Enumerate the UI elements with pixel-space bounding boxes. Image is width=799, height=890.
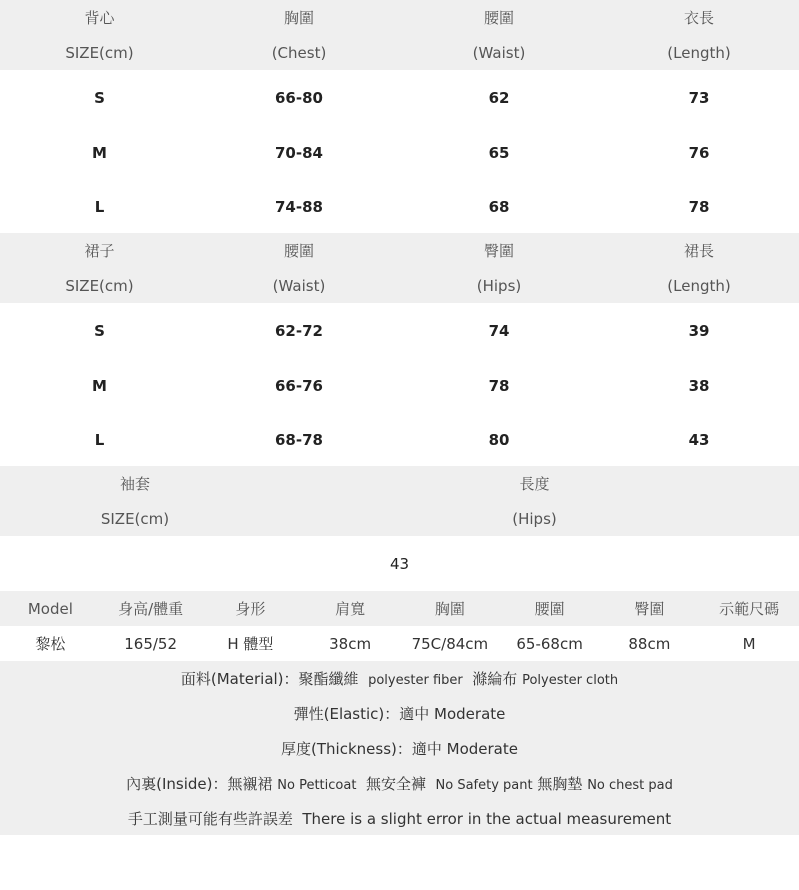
- header-cell: 身高/體重: [118, 600, 184, 618]
- model-name: 黎松: [35, 635, 66, 653]
- size-cell: S: [94, 88, 105, 107]
- value-cell: 78: [688, 197, 710, 216]
- header-cell: (Length): [667, 276, 731, 295]
- table-row: [0, 358, 799, 413]
- table-row: [0, 413, 799, 466]
- value-cell: 68-78: [275, 430, 323, 449]
- value-cell: 73: [688, 88, 710, 107]
- material-en2: Polyester cloth: [522, 673, 619, 688]
- value-cell: 66-80: [275, 88, 323, 107]
- value-cell: 74: [488, 321, 510, 340]
- value-cell: 65-68cm: [516, 634, 583, 653]
- header-cell: 示範尺碼: [719, 600, 780, 618]
- header-cell: 肩寬: [335, 600, 366, 618]
- value-cell: 70-84: [275, 143, 323, 162]
- value-cell: 62-72: [275, 321, 323, 340]
- value-cell: 39: [688, 321, 710, 340]
- value-cell: 165/52: [124, 634, 178, 653]
- header-cell: 胸圍: [434, 600, 465, 618]
- value-cell: 38: [688, 376, 710, 395]
- top-table-header-en: [0, 35, 799, 70]
- size-cell: L: [94, 430, 105, 449]
- table-row: [0, 70, 799, 125]
- header-cell: 裙長: [683, 242, 714, 260]
- inside-cn2: 無安全褲: [365, 775, 426, 793]
- header-cell: (Hips): [476, 276, 522, 295]
- thickness-info: [0, 731, 799, 766]
- header-cell: 腰圍: [483, 9, 514, 27]
- header-cell: 身形: [235, 600, 266, 618]
- size-cell: M: [92, 376, 107, 395]
- value-cell: 68: [488, 197, 510, 216]
- material-label: 面料(Material)：聚酯纖維: [180, 670, 359, 688]
- table-row: [0, 536, 799, 591]
- value-cell: 74-88: [275, 197, 323, 216]
- value-cell: 66-76: [275, 376, 323, 395]
- header-cell: 腰圍: [534, 600, 565, 618]
- header-cell: 臀圍: [634, 600, 665, 618]
- sleeve-table-header-en: [0, 501, 799, 536]
- value-cell: H 體型: [227, 635, 274, 653]
- header-cell: SIZE(cm): [65, 43, 134, 62]
- header-cell: 臀圍: [483, 242, 514, 260]
- sleeve-length-value: 43: [389, 554, 410, 573]
- material-cn2: 滌綸布: [472, 670, 518, 688]
- header-cell: SIZE(cm): [100, 509, 170, 528]
- header-cell: (Waist): [272, 276, 326, 295]
- skirt-table-header-en: [0, 268, 799, 303]
- table-row: [0, 303, 799, 358]
- header-cell: (Hips): [512, 509, 557, 528]
- header-cell: 背心: [84, 9, 115, 27]
- header-cell: 裙子: [84, 242, 115, 260]
- inside-en2: No Safety pant: [435, 778, 533, 793]
- value-cell: 65: [488, 143, 510, 162]
- model-table-row: [0, 626, 799, 661]
- header-cell: 衣長: [683, 9, 714, 27]
- material-info: [0, 661, 799, 696]
- model-table-header: [0, 591, 799, 626]
- size-cell: L: [94, 197, 105, 216]
- inside-label: 內裏(Inside)：無襯裙: [126, 775, 273, 793]
- value-cell: 80: [488, 430, 510, 449]
- value-cell: 43: [688, 430, 710, 449]
- size-cell: S: [94, 321, 105, 340]
- inside-info: [0, 766, 799, 801]
- inside-en3: No chest pad: [587, 778, 673, 793]
- table-row: [0, 180, 799, 233]
- header-cell: (Waist): [472, 43, 526, 62]
- header-cell: 腰圍: [283, 242, 314, 260]
- header-cell: Model: [27, 599, 73, 618]
- value-cell: 88cm: [628, 634, 671, 653]
- header-cell: 袖套: [119, 475, 150, 493]
- inside-en1: No Petticoat: [277, 778, 357, 793]
- elastic-text: 彈性(Elastic)：適中 Moderate: [293, 705, 506, 723]
- size-cell: M: [92, 143, 107, 162]
- skirt-table-header-cn: [0, 233, 799, 268]
- value-cell: 78: [488, 376, 510, 395]
- header-cell: 長度: [519, 475, 550, 493]
- header-cell: 胸圍: [283, 9, 314, 27]
- value-cell: M: [742, 634, 756, 653]
- header-cell: (Length): [667, 43, 731, 62]
- error-note-text: 手工測量可能有些許誤差 There is a slight error in the actual measurement: [127, 809, 672, 828]
- header-cell: (Chest): [271, 43, 327, 62]
- value-cell: 76: [688, 143, 710, 162]
- header-cell: SIZE(cm): [65, 276, 134, 295]
- value-cell: 75C/84cm: [411, 634, 489, 653]
- thickness-text: 厚度(Thickness)：適中 Moderate: [281, 740, 518, 758]
- top-table-header-cn: [0, 0, 799, 35]
- material-en1: polyester fiber: [368, 673, 463, 688]
- elastic-info: [0, 696, 799, 731]
- value-cell: 62: [488, 88, 510, 107]
- table-row: [0, 125, 799, 180]
- inside-cn3: 無胸墊: [537, 775, 583, 793]
- value-cell: 38cm: [329, 634, 372, 653]
- sleeve-table-header-cn: [0, 466, 799, 501]
- error-note: [0, 801, 799, 835]
